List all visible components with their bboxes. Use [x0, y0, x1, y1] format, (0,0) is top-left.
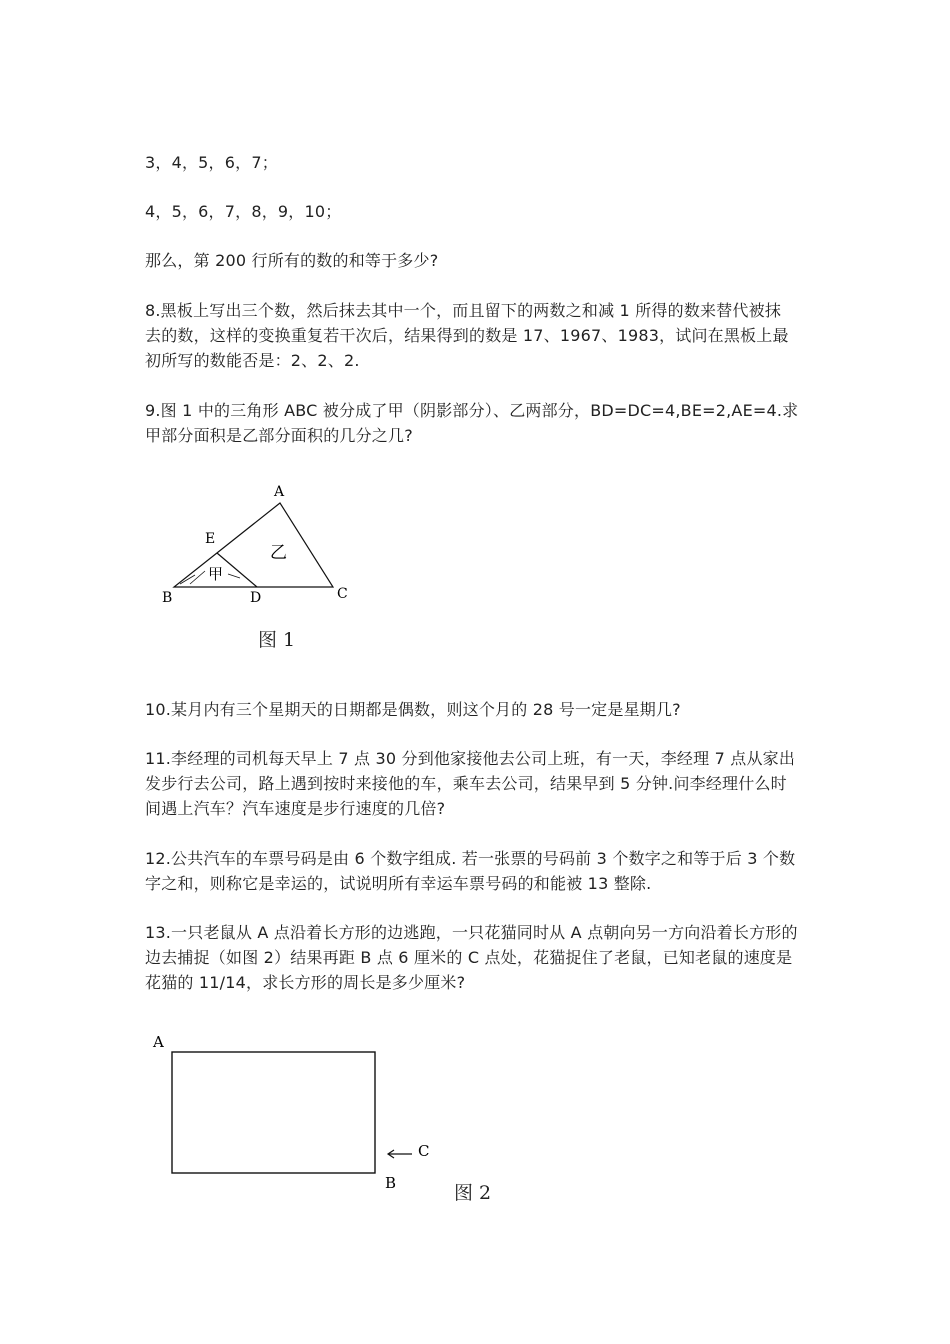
figure-1-triangle [150, 478, 370, 613]
triangle-abc [174, 503, 333, 587]
sequence-row-6: 4，5，6，7，8，9，10； [145, 202, 342, 221]
region-label-yi: 乙 [270, 543, 287, 563]
question-8-line-3: 初所写的数能否是：2、2、2. [145, 351, 360, 370]
figure-1-caption: 图 1 [258, 629, 296, 651]
question-8-line-2: 去的数，这样的变换重复若干次后，结果得到的数是 17、1967、1983，试问在黑板上最 [145, 326, 789, 345]
figure-2-rectangle [145, 1025, 445, 1205]
question-7-ask: 那么，第 200 行所有的数的和等于多少? [145, 251, 439, 270]
question-12-line-1: 12.公共汽车的车票号码是由 6 个数字组成. 若一张票的号码前 3 个数字之和等于后 3 个数 [145, 849, 796, 868]
question-13-line-2: 边去捕捉（如图 2）结果再距 B 点 6 厘米的 C 点处，花猫捉住了老鼠，已知老鼠的速度是 [145, 948, 793, 967]
question-13-line-3: 花猫的 11/14，求长方形的周长是多少厘米? [145, 973, 466, 992]
sequence-row-5: 3，4，5，6，7； [145, 153, 278, 172]
vertex-label-b: B [162, 590, 173, 606]
question-10: 10.某月内有三个星期天的日期都是偶数，则这个月的 28 号一定是星期几? [145, 700, 681, 719]
figure-2-caption: 图 2 [454, 1182, 492, 1204]
vertex-label-e: E [205, 531, 216, 547]
question-11-line-3: 间遇上汽车？汽车速度是步行速度的几倍? [145, 799, 446, 818]
question-11-line-1: 11.李经理的司机每天早上 7 点 30 分到他家接他去公司上班，有一天，李经理 7 点从家出 [145, 749, 796, 768]
corner-label-b: B [385, 1174, 397, 1192]
question-13-line-1: 13.一只老鼠从 A 点沿着长方形的边逃跑，一只花猫同时从 A 点朝向另一方向沿着长方形的 [145, 923, 798, 942]
region-label-jia: 甲 [208, 565, 224, 583]
question-12-line-2: 字之和，则称它是幸运的，试说明所有幸运车票号码的和能被 13 整除. [145, 874, 652, 893]
rectangle [172, 1052, 375, 1173]
corner-label-a: A [153, 1033, 164, 1051]
question-11-line-2: 发步行去公司，路上遇到按时来接他的车，乘车去公司，结果早到 5 分钟.问李经理什么时 [145, 774, 787, 793]
vertex-label-d: D [250, 590, 262, 606]
vertex-label-a: A [274, 484, 285, 500]
question-9-line-2: 甲部分面积是乙部分面积的几分之几? [145, 426, 413, 445]
question-9-line-1: 9.图 1 中的三角形 ABC 被分成了甲（阴影部分）、乙两部分，BD=DC=4,BE=2,AE=4.求 [145, 401, 799, 420]
vertex-label-c: C [337, 586, 348, 602]
point-label-c: C [418, 1142, 430, 1160]
question-8-line-1: 8.黑板上写出三个数，然后抹去其中一个，而且留下的两数之和减 1 所得的数来替代被抹 [145, 301, 782, 320]
